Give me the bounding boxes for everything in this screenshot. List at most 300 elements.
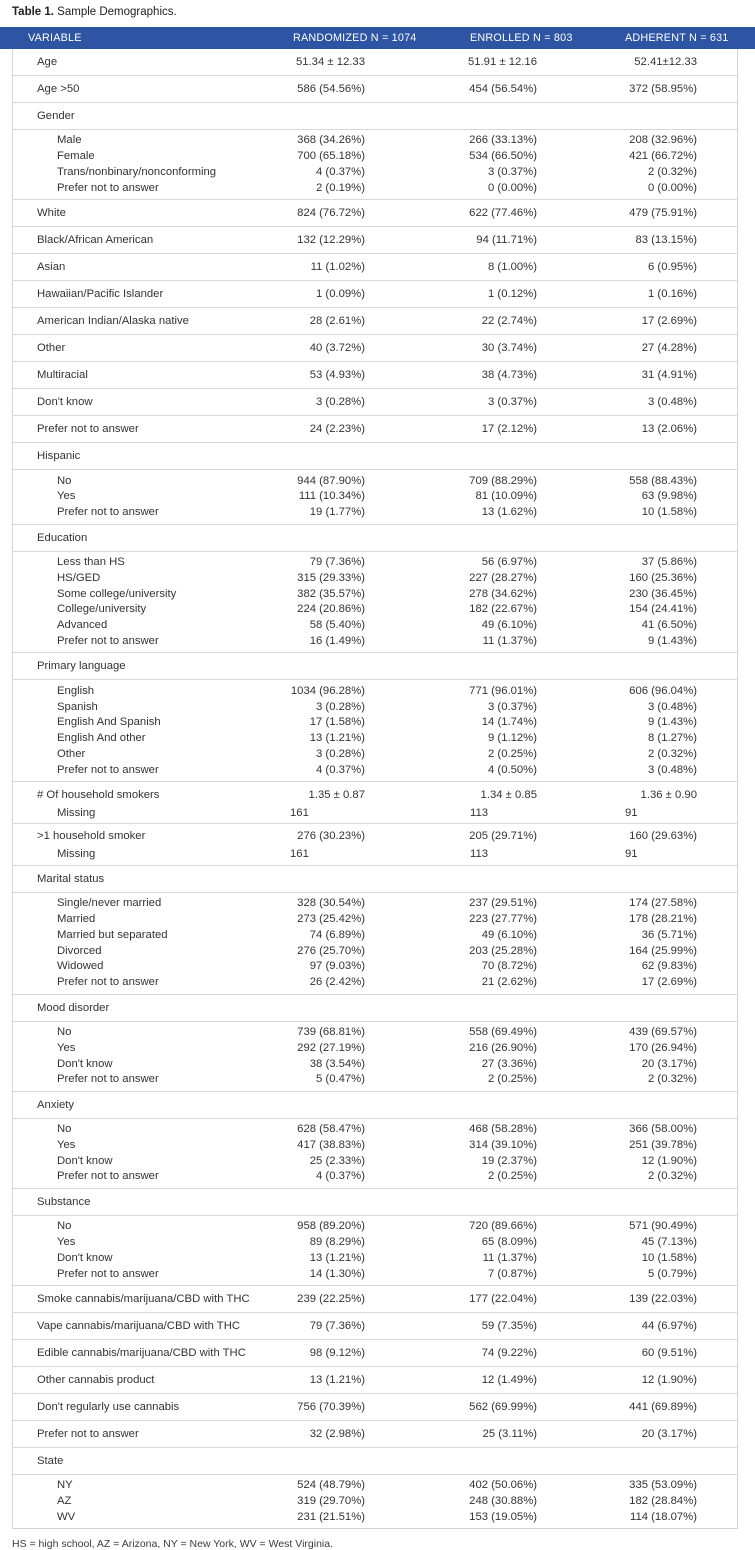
row-value: 439 (69.57%) (629, 1025, 697, 1038)
row-value: 11 (1.37%) (482, 634, 537, 647)
row-value: 52.41±12.33 (634, 56, 697, 68)
sub-row (13, 895, 737, 911)
table-row (13, 1367, 737, 1393)
row-value: 4 (0.50%) (488, 763, 537, 776)
row-value: 41 (6.50%) (641, 619, 697, 632)
group-block (13, 1091, 737, 1188)
row-value: 21 (2.62%) (481, 976, 537, 989)
row-value: 622 (77.46%) (469, 207, 537, 220)
row-label: State (37, 1455, 64, 1468)
table-row (13, 49, 737, 75)
column-header-enrolled: ENROLLED N = 803 (470, 32, 573, 44)
row-block (13, 1366, 737, 1393)
row-block (13, 199, 737, 226)
row-label: English And other (57, 732, 146, 745)
row-value: 51.91 ± 12.16 (467, 56, 537, 68)
row-label: Multiracial (37, 369, 88, 382)
sub-row (13, 911, 737, 927)
sub-row (13, 1153, 737, 1169)
row-value: 37 (5.86%) (641, 555, 697, 568)
row-value: 113 (470, 848, 489, 861)
sub-row (13, 570, 737, 586)
row-value: 154 (24.41%) (629, 603, 697, 616)
row-value: 8 (1.00%) (488, 261, 537, 274)
row-value: 83 (13.15%) (635, 234, 697, 247)
table-row (13, 1313, 737, 1339)
row-block (13, 226, 737, 253)
sub-row (13, 488, 737, 504)
row-value: 3 (0.37%) (488, 396, 537, 409)
sub-row (13, 164, 737, 180)
table-row (13, 227, 737, 253)
row-value: 3 (0.28%) (316, 747, 365, 760)
row-value: 534 (66.50%) (469, 150, 537, 163)
table-body (12, 49, 738, 1529)
row-value: 756 (70.39%) (297, 1401, 365, 1414)
row-label: Prefer not to answer (57, 506, 159, 519)
row-value: 9 (1.43%) (648, 716, 697, 729)
missing-row (13, 846, 737, 862)
row-value: 709 (88.29%) (469, 474, 537, 487)
sub-row (13, 601, 737, 617)
row-value: 13 (2.06%) (641, 423, 697, 436)
group-label-row (13, 653, 737, 679)
row-value: 0 (0.00%) (648, 181, 697, 194)
row-label: Hispanic (37, 450, 81, 463)
row-value: 9 (1.12%) (488, 732, 537, 745)
row-label: Female (57, 150, 95, 163)
row-value: 479 (75.91%) (629, 207, 697, 220)
row-label: Prefer not to answer (37, 423, 139, 436)
table-row (13, 1340, 737, 1366)
column-header-variable: VARIABLE (28, 32, 82, 44)
row-value: 278 (34.62%) (469, 587, 537, 600)
row-value: 2 (0.25%) (488, 1073, 537, 1086)
row-value: 328 (30.54%) (297, 897, 365, 910)
row-value: 74 (6.89%) (309, 928, 365, 941)
row-value: 63 (9.98%) (641, 490, 697, 503)
table-row (13, 389, 737, 415)
stat-rows (13, 782, 737, 823)
row-label: English And Spanish (57, 716, 161, 729)
group-block (13, 865, 737, 994)
group-block (13, 102, 737, 199)
row-value: 571 (90.49%) (629, 1220, 697, 1233)
row-value: 70 (8.72%) (481, 960, 537, 973)
row-label: English (57, 684, 95, 697)
row-value: 98 (9.12%) (309, 1347, 365, 1360)
row-label: Advanced (57, 619, 108, 632)
row-label: Education (37, 531, 88, 544)
row-label: Substance (37, 1195, 91, 1208)
row-value: 17 (2.69%) (641, 315, 697, 328)
row-label: Spanish (57, 700, 98, 713)
row-value: 314 (39.10%) (469, 1138, 537, 1151)
sub-row (13, 504, 737, 520)
row-block (13, 781, 737, 823)
row-value: 5 (0.79%) (648, 1267, 697, 1280)
row-value: 114 (18.07%) (630, 1511, 697, 1524)
row-value: 248 (30.88%) (469, 1495, 537, 1508)
row-value: 3 (0.28%) (316, 396, 365, 409)
row-value: 223 (27.77%) (469, 912, 537, 925)
row-value: 3 (0.48%) (648, 396, 697, 409)
row-value: 113 (470, 806, 489, 819)
row-label: Don't regularly use cannabis (37, 1401, 180, 1414)
row-label: Missing (57, 806, 96, 819)
row-value: 28 (2.61%) (309, 315, 365, 328)
row-value: 216 (26.90%) (469, 1041, 537, 1054)
row-value: 17 (2.12%) (481, 423, 537, 436)
sub-row (13, 586, 737, 602)
row-value: 441 (69.89%) (629, 1401, 697, 1414)
row-value: 10 (1.58%) (641, 1251, 697, 1264)
row-value: 30 (3.74%) (481, 342, 537, 355)
row-value: 13 (1.21%) (309, 1374, 365, 1387)
group-rows (13, 1118, 737, 1188)
row-value: 8 (1.27%) (648, 732, 697, 745)
row-label: Prefer not to answer (57, 1170, 159, 1183)
row-value: 44 (6.97%) (641, 1320, 697, 1333)
row-value: 91 (625, 806, 638, 819)
row-value: 16 (1.49%) (309, 634, 365, 647)
page-title: Sample Demographics. (57, 6, 177, 18)
row-value: 2 (0.32%) (648, 1073, 697, 1086)
group-rows (13, 1021, 737, 1091)
sub-row (13, 927, 737, 943)
row-label: American Indian/Alaska native (37, 315, 189, 328)
row-block (13, 1420, 737, 1447)
sub-row (13, 1218, 737, 1234)
row-value: 319 (29.70%) (297, 1495, 365, 1508)
row-block (13, 307, 737, 334)
sub-row (13, 730, 737, 746)
sub-row (13, 1509, 737, 1525)
row-label: Trans/nonbinary/nonconforming (57, 165, 217, 178)
row-value: 2 (0.25%) (488, 1170, 537, 1183)
row-value: 32 (2.98%) (309, 1428, 365, 1441)
row-value: 160 (29.63%) (629, 830, 697, 843)
row-value: 38 (4.73%) (481, 369, 537, 382)
row-label: Marital status (37, 872, 105, 885)
row-block (13, 280, 737, 307)
sub-row (13, 1040, 737, 1056)
row-value: 19 (1.77%) (309, 506, 365, 519)
row-value: 164 (25.99%) (629, 944, 697, 957)
column-header-randomized: RANDOMIZED N = 1074 (293, 32, 417, 44)
row-value: 468 (58.28%) (469, 1123, 537, 1136)
row-value: 38 (3.54%) (309, 1057, 365, 1070)
row-value: 1.34 ± 0.85 (480, 788, 537, 801)
row-label: Black/African American (37, 234, 154, 247)
row-label: Divorced (57, 944, 102, 957)
row-value: 160 (25.36%) (629, 571, 697, 584)
row-value: 205 (29.71%) (469, 830, 537, 843)
sub-row (13, 1234, 737, 1250)
row-value: 25 (3.11%) (482, 1428, 537, 1441)
row-label: Married (57, 912, 96, 925)
row-value: 89 (8.29%) (309, 1236, 365, 1249)
sub-row (13, 1024, 737, 1040)
row-value: 94 (11.71%) (476, 234, 537, 247)
group-label-row (13, 1092, 737, 1118)
row-label: Some college/university (57, 587, 177, 600)
row-value: 79 (7.36%) (309, 1320, 365, 1333)
row-value: 382 (35.57%) (297, 587, 365, 600)
column-header-adherent: ADHERENT N = 631 (625, 32, 729, 44)
row-value: 558 (69.49%) (469, 1025, 537, 1038)
row-value: 6 (0.95%) (648, 261, 697, 274)
group-label-row (13, 103, 737, 129)
row-value: 628 (58.47%) (297, 1123, 365, 1136)
row-label: Prefer not to answer (37, 1428, 139, 1441)
group-rows (13, 469, 737, 523)
row-label: Other (37, 342, 66, 355)
sub-row (13, 133, 737, 149)
sub-row (13, 958, 737, 974)
row-label: Widowed (57, 960, 104, 973)
sub-row (13, 554, 737, 570)
row-value: 22 (2.74%) (481, 315, 537, 328)
row-label: Vape cannabis/marijuana/CBD with THC (37, 1320, 241, 1333)
row-value: 20 (3.17%) (641, 1428, 697, 1441)
row-value: 20 (3.17%) (641, 1057, 697, 1070)
row-value: 2 (0.19%) (316, 181, 365, 194)
row-value: 372 (58.95%) (629, 83, 697, 95)
row-value: 562 (69.99%) (469, 1401, 537, 1414)
table-row (13, 1421, 737, 1447)
row-label: College/university (57, 603, 147, 616)
row-value: 1.36 ± 0.90 (640, 788, 697, 801)
sub-row (13, 683, 737, 699)
row-label: Yes (57, 1041, 76, 1054)
sub-row (13, 699, 737, 715)
row-value: 59 (7.35%) (481, 1320, 537, 1333)
row-value: 174 (27.58%) (629, 897, 697, 910)
table-row (13, 200, 737, 226)
row-value: 14 (1.30%) (309, 1267, 365, 1280)
row-label: Prefer not to answer (57, 181, 159, 194)
row-label: Don't know (57, 1154, 113, 1167)
stat-rows (13, 824, 737, 865)
row-value: 5 (0.47%) (316, 1073, 365, 1086)
row-value: 139 (22.03%) (629, 1293, 697, 1306)
row-value: 3 (0.37%) (488, 165, 537, 178)
table-row (13, 416, 737, 442)
row-block (13, 75, 737, 102)
group-label-row (13, 443, 737, 469)
row-block (13, 388, 737, 415)
table-number: Table 1. (12, 6, 54, 18)
row-label: No (57, 474, 72, 487)
table-row (13, 281, 737, 307)
row-value: 417 (38.83%) (297, 1138, 365, 1151)
row-label: Other cannabis product (37, 1374, 155, 1387)
row-value: 231 (21.51%) (297, 1511, 365, 1524)
group-block (13, 994, 737, 1091)
group-rows (13, 1215, 737, 1285)
row-value: 74 (9.22%) (481, 1347, 537, 1360)
row-label: No (57, 1025, 72, 1038)
row-value: 273 (25.42%) (297, 912, 365, 925)
demographics-table (0, 27, 755, 1529)
row-value: 239 (22.25%) (297, 1293, 365, 1306)
group-block (13, 652, 737, 781)
group-block (13, 1447, 737, 1528)
row-label: AZ (57, 1495, 72, 1508)
row-value: 203 (25.28%) (469, 944, 537, 957)
row-value: 402 (50.06%) (469, 1479, 537, 1492)
row-block (13, 361, 737, 388)
row-value: 2 (0.25%) (488, 747, 537, 760)
row-value: 1 (0.09%) (316, 288, 365, 301)
sub-row (13, 1493, 737, 1509)
sub-row (13, 714, 737, 730)
row-value: 3 (0.48%) (648, 763, 697, 776)
row-value: 91 (625, 848, 638, 861)
row-value: 230 (36.45%) (629, 587, 697, 600)
row-value: 292 (27.19%) (297, 1041, 365, 1054)
row-block (13, 1339, 737, 1366)
row-value: 739 (68.81%) (297, 1025, 365, 1038)
row-value: 700 (65.18%) (297, 150, 365, 163)
table-row (13, 335, 737, 361)
row-value: 315 (29.33%) (297, 571, 365, 584)
missing-row (13, 805, 737, 821)
sub-row (13, 1071, 737, 1087)
row-value: 12 (1.90%) (641, 1154, 697, 1167)
row-label: Prefer not to answer (57, 1073, 159, 1086)
row-value: 13 (1.21%) (309, 1251, 365, 1264)
row-label: # Of household smokers (37, 788, 160, 801)
row-value: 2 (0.32%) (648, 165, 697, 178)
row-value: 266 (33.13%) (469, 134, 537, 147)
row-value: 56 (6.97%) (481, 555, 537, 568)
sub-row (13, 1121, 737, 1137)
table-row (13, 308, 737, 334)
sub-row (13, 1478, 737, 1494)
row-value: 251 (39.78%) (629, 1138, 697, 1151)
group-label-row (13, 866, 737, 892)
row-value: 2 (0.32%) (648, 747, 697, 760)
row-value: 45 (7.13%) (641, 1236, 697, 1249)
row-label: Prefer not to answer (57, 1267, 159, 1280)
sub-row (13, 180, 737, 196)
row-value: 558 (88.43%) (629, 474, 697, 487)
row-label: Male (57, 134, 82, 147)
row-label: Prefer not to answer (57, 976, 159, 989)
sub-row (13, 943, 737, 959)
row-value: 65 (8.09%) (481, 1236, 537, 1249)
group-label-row (13, 1448, 737, 1474)
row-value: 454 (56.54%) (469, 83, 537, 95)
row-label: Age (37, 56, 58, 68)
row-label: Gender (37, 110, 75, 122)
row-value: 224 (20.86%) (297, 603, 365, 616)
row-label: Yes (57, 1138, 76, 1151)
sub-row (13, 148, 737, 164)
row-value: 51.34 ± 12.33 (295, 56, 365, 68)
row-value: 62 (9.83%) (641, 960, 697, 973)
row-label: Edible cannabis/marijuana/CBD with THC (37, 1347, 246, 1360)
sub-row (13, 1169, 737, 1185)
row-value: 366 (58.00%) (629, 1123, 697, 1136)
table-row (13, 362, 737, 388)
row-value: 1 (0.16%) (648, 288, 697, 301)
row-value: 49 (6.10%) (481, 619, 537, 632)
row-block (13, 823, 737, 865)
row-label: Anxiety (37, 1098, 75, 1111)
row-value: 227 (28.27%) (469, 571, 537, 584)
row-value: 97 (9.03%) (309, 960, 365, 973)
row-value: 60 (9.51%) (641, 1347, 697, 1360)
row-value: 161 (290, 806, 309, 819)
group-block (13, 524, 737, 653)
table-row (13, 1286, 737, 1312)
table-row (13, 1394, 737, 1420)
sub-row (13, 1137, 737, 1153)
row-label: Single/never married (57, 897, 162, 910)
row-block (13, 1285, 737, 1312)
row-label: No (57, 1123, 72, 1136)
row-block (13, 415, 737, 442)
row-label: Other (57, 747, 86, 760)
row-value: 1 (0.12%) (488, 288, 537, 301)
stat-row (13, 785, 737, 805)
row-label: Prefer not to answer (57, 763, 159, 776)
row-label: Smoke cannabis/marijuana/CBD with THC (37, 1293, 250, 1306)
row-value: 17 (1.58%) (309, 716, 365, 729)
row-label: Yes (57, 1236, 76, 1249)
sub-row (13, 633, 737, 649)
row-value: 111 (10.34%) (298, 490, 365, 503)
row-value: 19 (2.37%) (481, 1154, 537, 1167)
row-value: 53 (4.93%) (309, 369, 365, 382)
row-block (13, 253, 737, 280)
row-value: 7 (0.87%) (488, 1267, 537, 1280)
table-row (13, 76, 737, 102)
group-rows (13, 129, 737, 199)
row-label: Don't know (57, 1251, 113, 1264)
row-label: Asian (37, 261, 66, 274)
row-value: 31 (4.91%) (641, 369, 697, 382)
row-value: 276 (30.23%) (297, 830, 365, 843)
row-value: 524 (48.79%) (297, 1479, 365, 1492)
row-value: 14 (1.74%) (481, 716, 537, 729)
row-value: 421 (66.72%) (629, 150, 697, 163)
row-value: 182 (22.67%) (469, 603, 537, 616)
row-value: 3 (0.48%) (648, 700, 697, 713)
row-label: Married but separated (57, 928, 168, 941)
row-value: 11 (1.37%) (482, 1251, 537, 1264)
row-label: >1 household smoker (37, 830, 146, 843)
row-value: 36 (5.71%) (641, 928, 697, 941)
group-block (13, 442, 737, 523)
row-value: 13 (1.21%) (309, 732, 365, 745)
row-value: 9 (1.43%) (648, 634, 697, 647)
row-label: Less than HS (57, 555, 125, 568)
row-value: 1034 (96.28%) (290, 684, 365, 697)
row-value: 276 (25.70%) (297, 944, 365, 957)
group-label-row (13, 1189, 737, 1215)
row-label: Primary language (37, 660, 126, 673)
row-block (13, 334, 737, 361)
stat-row (13, 826, 737, 846)
row-value: 586 (54.56%) (297, 83, 365, 95)
row-label: WV (57, 1511, 76, 1524)
sub-row (13, 1250, 737, 1266)
row-label: Don't know (37, 396, 93, 409)
